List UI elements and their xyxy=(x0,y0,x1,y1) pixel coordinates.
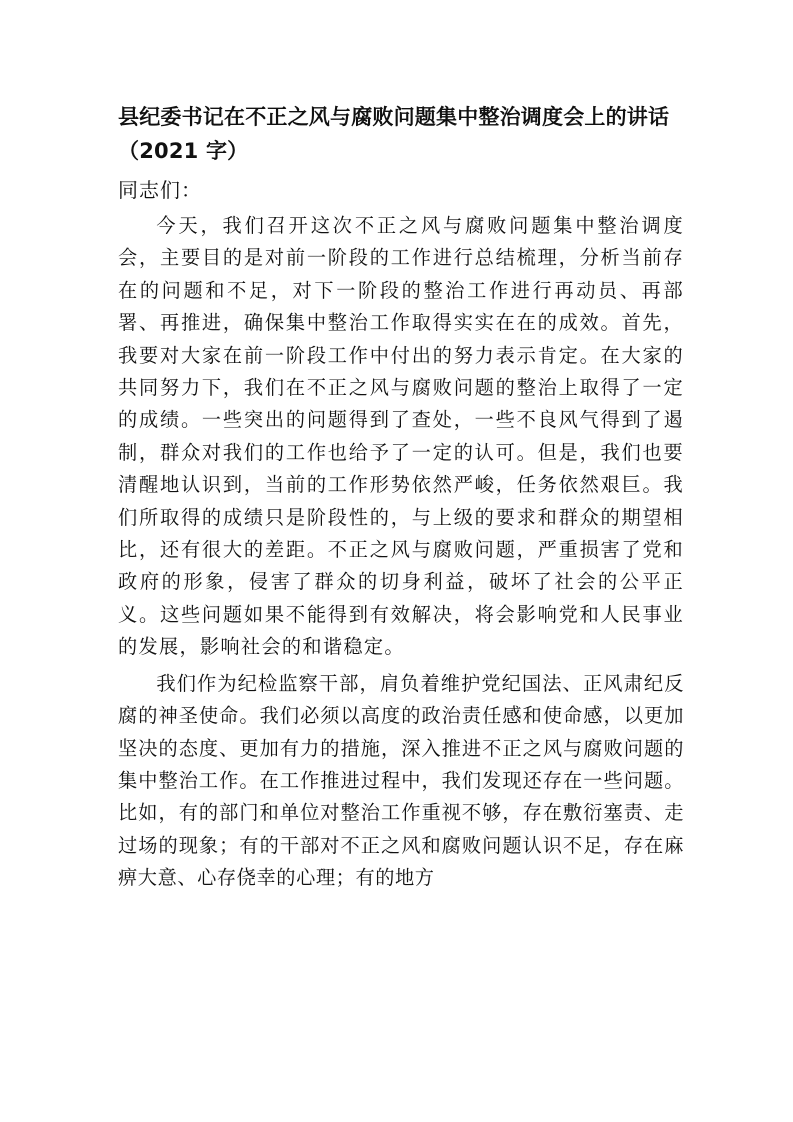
document-title: 县纪委书记在不正之风与腐败问题集中整治调度会上的讲话（2021 字） xyxy=(118,105,670,163)
paragraph-2: 我们作为纪检监察干部，肩负着维护党纪国法、正风肃纪反腐的神圣使命。我们必须以高度的政治责任感和使命感，以更加坚决的态度、更加有力的措施，深入推进不正之风与腐败问题的集中整治工作。在工作推进过程中，我们发现还存在一些问题。比如，有的部门和单位对整治工作重视不够，存在敷衍塞责、走过场的现象；有的干部对不正之风和腐败问题认识不足，存在麻痹大意、心存侥幸的心理；有的地方 xyxy=(118,671,684,890)
document-body xyxy=(118,100,684,899)
paragraph-1: 今天，我们召开这次不正之风与腐败问题集中整治调度会，主要目的是对前一阶段的工作进行总结梳理，分析当前存在的问题和不足，对下一阶段的整治工作进行再动员、再部署、再推进，确保集中整治工作取得实实在在的成效。首先，我要对大家在前一阶段工作中付出的努力表示肯定。在大家的共同努力下，我们在不正之风与腐败问题的整治上取得了一定的成绩。一些突出的问题得到了查处，一些不良风气得到了遏制，群众对我们的工作也给予了一定的认可。但是，我们也要清醒地认识到，当前的工作形势依然严峻，任务依然艰巨。我们所取得的成绩只是阶段性的，与上级的要求和群众的期望相比，还有很大的差距。不正之风与腐败问题，严重损害了党和政府的形象，侵害了群众的切身利益，破坏了社会的公平正义。这些问题如果不能得到有效解决，将会影响党和人民事业的发展，影响社会的和谐稳定。 xyxy=(118,214,684,659)
salutation: 同志们： xyxy=(118,178,202,202)
